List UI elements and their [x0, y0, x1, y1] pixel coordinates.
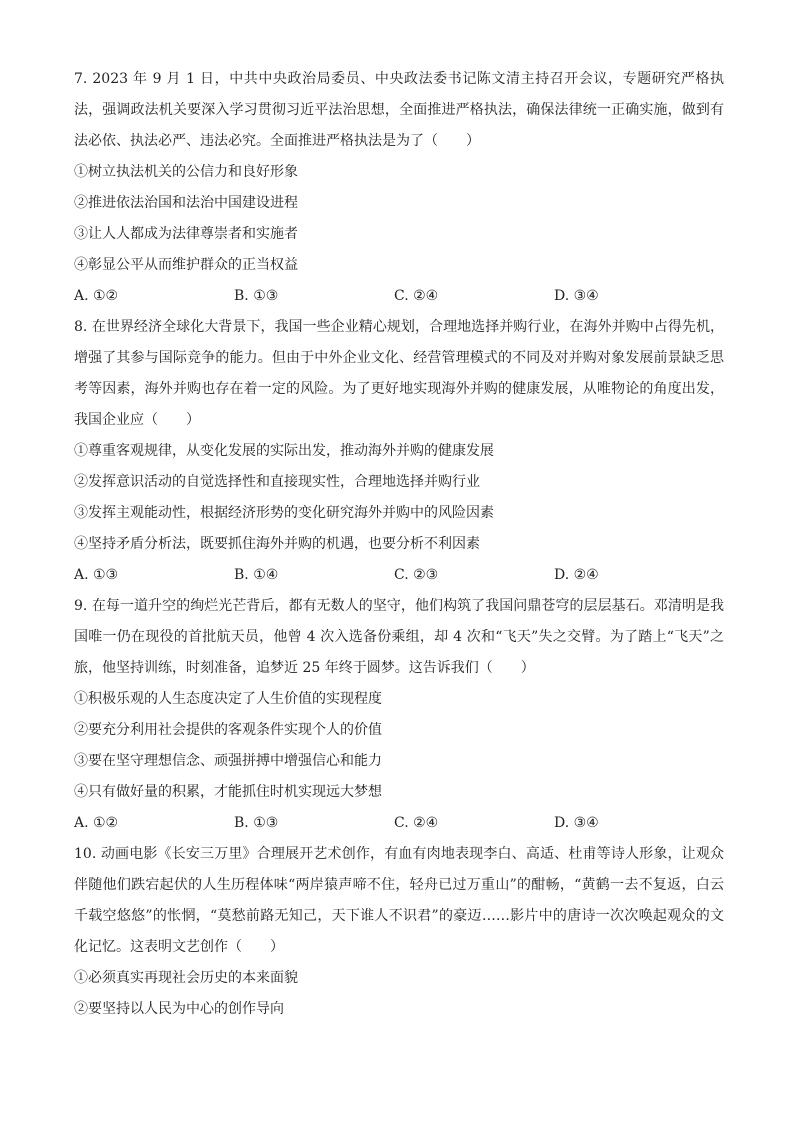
- choice-a: A. ①③: [74, 567, 119, 583]
- statement-3: ③要在坚守理想信念、顽强拼搏中增强信心和能力: [74, 753, 382, 769]
- question-7: [74, 64, 724, 312]
- choice-d: D. ②④: [554, 567, 599, 583]
- statement-4: ④只有做好量的积累，才能抓住时机实现远大梦想: [74, 784, 382, 800]
- statement-1: ①必须真实再现社会历史的本来面貌: [74, 970, 298, 986]
- choice-d: D. ③④: [554, 815, 599, 831]
- choice-c: C. ②④: [394, 815, 439, 831]
- choice-c: C. ②③: [394, 567, 439, 583]
- choice-c: C. ②④: [394, 288, 439, 304]
- question-stem: 10. 动画电影《长安三万里》合理展开艺术创作，有血有肉地表现李白、高适、杜甫等诗人形象，让观众伴随他们跌宕起伏的人生历程体味“两岸猿声啼不住，轻舟已过万重山”的酣畅，“黄鹤一去不复返，白云千载空悠悠”的怅惘，“莫愁前路无知己，天下谁人不识君”的豪迈……影片中的唐诗一次次唤起观众的文化记忆。这表明文艺创作（ ）: [74, 846, 724, 955]
- choice-b: B. ①④: [234, 567, 279, 583]
- answer-choices: [74, 281, 724, 312]
- statement-1: ①积极乐观的人生态度决定了人生价值的实现程度: [74, 691, 382, 707]
- choice-a: A. ①②: [74, 288, 119, 304]
- question-stem: 7. 2023 年 9 月 1 日，中共中央政治局委员、中央政法委书记陈文清主持召开会议，专题研究严格执法，强调政法机关要深入学习贯彻习近平法治思想，全面推进严格执法，确保法律统一正确实施，做到有法必依、执法必严、违法必究。全面推进严格执法是为了（ ）: [74, 71, 724, 149]
- answer-choices: [74, 808, 724, 839]
- question-8: [74, 312, 724, 591]
- question-9: [74, 591, 724, 839]
- statement-1: ①树立执法机关的公信力和良好形象: [74, 164, 298, 180]
- choice-d: D. ③④: [554, 288, 599, 304]
- question-stem: 8. 在世界经济全球化大背景下，我国一些企业精心规划，合理地选择并购行业，在海外并购中占得先机，增强了其参与国际竞争的能力。但由于中外企业文化、经营管理模式的不同及对并购对象发展前景缺乏思考等因素，海外并购也存在着一定的风险。为了更好地实现海外并购的健康发展，从唯物论的角度出发，我国企业应（ ）: [74, 319, 724, 428]
- statement-2: ②推进依法治国和法治中国建设进程: [74, 195, 298, 211]
- exam-page: [74, 64, 724, 1025]
- choice-a: A. ①②: [74, 815, 119, 831]
- question-10: [74, 839, 724, 1025]
- statement-3: ③让人人都成为法律尊崇者和实施者: [74, 226, 298, 242]
- statement-4: ④彰显公平从而维护群众的正当权益: [74, 257, 298, 273]
- statement-3: ③发挥主观能动性，根据经济形势的变化研究海外并购中的风险因素: [74, 505, 494, 521]
- choice-b: B. ①③: [234, 288, 279, 304]
- statement-2: ②要充分利用社会提供的客观条件实现个人的价值: [74, 722, 382, 738]
- statement-4: ④坚持矛盾分析法，既要抓住海外并购的机遇，也要分析不利因素: [74, 536, 480, 552]
- question-stem: 9. 在每一道升空的绚烂光芒背后，都有无数人的坚守，他们构筑了我国问鼎苍穹的层层基石。邓清明是我国唯一仍在现役的首批航天员，他曾 4 次入选备份乘组，却 4 次和“飞天”失之交臂。为了踏上“飞天”之旅，他坚持训练，时刻准备，追梦近 25 年终于圆梦。这告诉我们（ ）: [74, 598, 724, 676]
- statement-1: ①尊重客观规律，从变化发展的实际出发，推动海外并购的健康发展: [74, 443, 494, 459]
- choice-b: B. ①③: [234, 815, 279, 831]
- answer-choices: [74, 560, 724, 591]
- statement-2: ②发挥意识活动的自觉选择性和直接现实性，合理地选择并购行业: [74, 474, 480, 490]
- statement-2: ②要坚持以人民为中心的创作导向: [74, 1001, 284, 1017]
